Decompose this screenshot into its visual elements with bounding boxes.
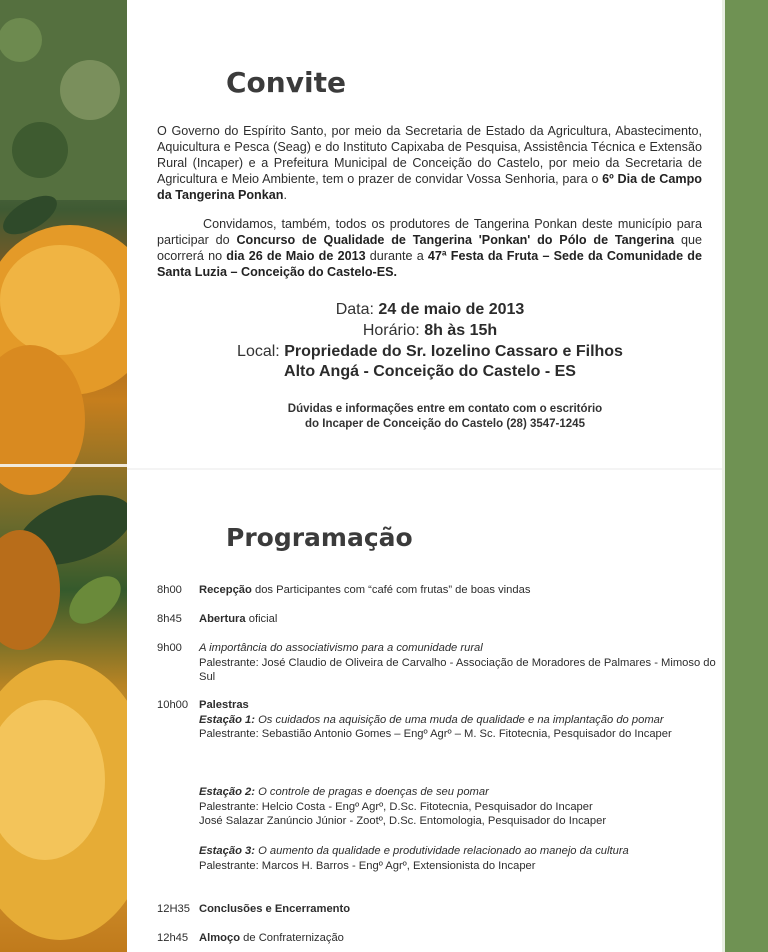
program-title: Programação [226, 523, 413, 552]
schedule-item: 9h00 A importância do associativismo para a comunidade rural Palestrante: José Claudio de Oliveira de Carvalho - Associação de Moradores de Palmares - Mimoso do Sul [157, 642, 716, 683]
schedule-item: 12H35 Conclusões e Encerramento [157, 903, 351, 915]
event-location-line2: Alto Angá - Conceição do Castelo - ES [284, 363, 576, 380]
schedule-item: 10h00 Palestras Estação 1: Os cuidados na aquisição de uma muda de qualidade e na implantação do pomar Palestrante: Sebastião Antonio Gomes – Engº Agrº – M. Sc. Fitotecnia, Pesquisador do Incaper [157, 699, 672, 740]
schedule-station: Estação 3: O aumento da qualidade e produtividade relacionado ao manejo da cultura Palestrante: Marcos H. Barros - Engº Agrº, Extensionista do Incaper [199, 845, 629, 872]
schedule-station: Estação 2: O controle de pragas e doenças de seu pomar Palestrante: Helcio Costa - Engº Agrº, D.Sc. Fitotecnia, Pesquisador do Incaper José Salazar Zanúncio Júnior - Zootº, D.Sc. Entomologia, Pesquisador do Incaper [199, 786, 607, 827]
tangerine-photo [0, 0, 127, 952]
event-date: Data: 24 de maio de 2013 [335, 301, 525, 318]
contact-info: Dúvidas e informações entre em contato com o escritório do Incaper de Conceição do Castelo (28) 3547-1245 [287, 403, 603, 430]
invite-paragraph-1: O Governo do Espírito Santo, por meio da Secretaria de Estado da Agricultura, Abastecimento, Aquicultura e Pesca (Seag) e do Instituto Capixaba de Pesquisa, Assistência Técnica e Extensão Rural (Incaper) e a Prefeitura Municipal de Conceição do Castelo, por meio da Secretaria de Agricultura e Meio Ambiente, tem o prazer de convidar Vossa Senhoria, para o 6º Dia de Campo da Tangerina Ponkan. [157, 124, 702, 202]
event-location: Local: Propriedade do Sr. Iozelino Cassaro e Filhos [237, 343, 623, 360]
schedule-item: 8h00 Recepção dos Participantes com “café com frutas” de boas vindas [157, 584, 531, 596]
fold-line [127, 468, 722, 470]
event-time: Horário: 8h às 15h [362, 322, 498, 339]
invite-title: Convite [226, 66, 346, 99]
schedule-item: 8h45 Abertura oficial [157, 613, 278, 625]
schedule-item: 12h45 Almoço de Confraternização [157, 932, 344, 944]
green-side-bar [722, 0, 768, 952]
invite-paragraph-2: Convidamos, também, todos os produtores de Tangerina Ponkan deste município para participar do Concurso de Qualidade de Tangerina 'Ponkan' do Pólo de Tangerina que ocorrerá no dia 26 de Maio de 2013 durante a 47ª Festa da Fruta – Sede da Comunidade de Santa Luzia – Conceição do Castelo-ES. [157, 217, 702, 279]
